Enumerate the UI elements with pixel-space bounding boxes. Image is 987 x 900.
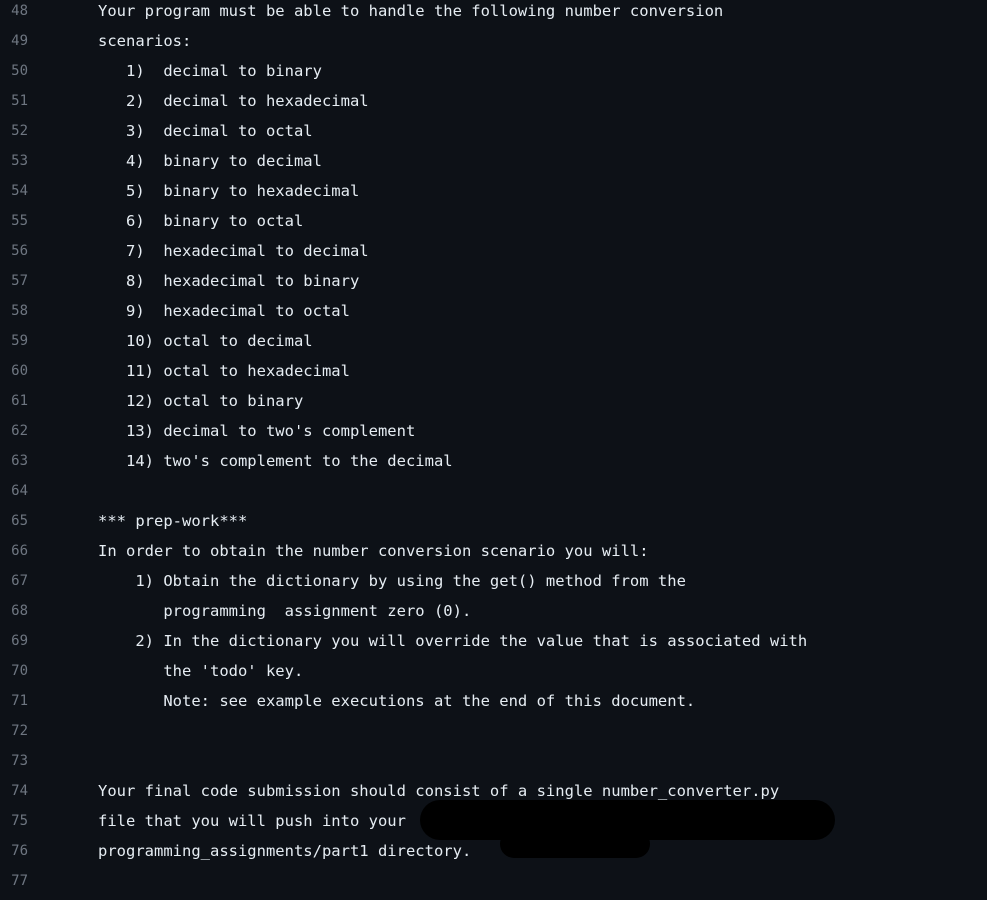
line-number[interactable]: 62: [11, 423, 28, 439]
code-line: [0, 450, 987, 480]
line-number[interactable]: 65: [11, 513, 28, 529]
line-number[interactable]: 50: [11, 63, 28, 79]
line-number[interactable]: 59: [11, 333, 28, 349]
code-line: [0, 30, 987, 60]
code-line: [0, 720, 987, 750]
line-number[interactable]: 67: [11, 573, 28, 589]
line-text: In order to obtain the number conversion scenario you will:: [98, 542, 649, 560]
code-line: [0, 360, 987, 390]
line-number[interactable]: 74: [11, 783, 28, 799]
line-text: the 'todo' key.: [98, 662, 304, 680]
code-line: [0, 270, 987, 300]
line-number[interactable]: 56: [11, 243, 28, 259]
code-line: [0, 150, 987, 180]
code-line: [0, 750, 987, 780]
line-number[interactable]: 63: [11, 453, 28, 469]
code-line: [0, 600, 987, 630]
line-text: 7) hexadecimal to decimal: [98, 242, 369, 260]
line-number[interactable]: 61: [11, 393, 28, 409]
line-number[interactable]: 75: [11, 813, 28, 829]
line-number[interactable]: 69: [11, 633, 28, 649]
line-number[interactable]: 54: [11, 183, 28, 199]
code-line: [0, 870, 987, 900]
code-line: [0, 510, 987, 540]
line-number[interactable]: 70: [11, 663, 28, 679]
line-text: 12) octal to binary: [98, 392, 304, 410]
line-number[interactable]: 57: [11, 273, 28, 289]
line-text: 8) hexadecimal to binary: [98, 272, 360, 290]
line-number[interactable]: 73: [11, 753, 28, 769]
line-text: file that you will push into your: [98, 812, 406, 830]
code-line: [0, 0, 987, 30]
code-line: [0, 180, 987, 210]
line-number[interactable]: 52: [11, 123, 28, 139]
line-text: 14) two's complement to the decimal: [98, 452, 453, 470]
line-text: 2) In the dictionary you will override the value that is associated with: [98, 632, 808, 650]
line-number[interactable]: 53: [11, 153, 28, 169]
line-text: 1) Obtain the dictionary by using the get() method from the: [98, 572, 686, 590]
line-number[interactable]: 58: [11, 303, 28, 319]
code-line: [0, 690, 987, 720]
line-text: 4) binary to decimal: [98, 152, 322, 170]
redaction-mark-tail: [500, 830, 650, 858]
line-text: 3) decimal to octal: [98, 122, 313, 140]
line-number[interactable]: 72: [11, 723, 28, 739]
code-line: [0, 90, 987, 120]
line-text: 9) hexadecimal to octal: [98, 302, 350, 320]
line-number[interactable]: 76: [11, 843, 28, 859]
line-number[interactable]: 49: [11, 33, 28, 49]
code-line: [0, 660, 987, 690]
code-line: [0, 300, 987, 330]
code-line: [0, 120, 987, 150]
line-text: Your final code submission should consist of a single number_converter.py: [98, 782, 780, 800]
line-text: scenarios:: [98, 32, 192, 50]
code-line: [0, 480, 987, 510]
line-number[interactable]: 64: [11, 483, 28, 499]
line-text: 5) binary to hexadecimal: [98, 182, 360, 200]
line-number[interactable]: 66: [11, 543, 28, 559]
line-number[interactable]: 51: [11, 93, 28, 109]
line-number[interactable]: 68: [11, 603, 28, 619]
line-text: 13) decimal to two's complement: [98, 422, 416, 440]
code-line: [0, 420, 987, 450]
line-number[interactable]: 48: [11, 3, 28, 19]
line-text: 2) decimal to hexadecimal: [98, 92, 369, 110]
line-text: *** prep-work***: [98, 512, 248, 530]
code-line: [0, 210, 987, 240]
line-text: Your program must be able to handle the following number conversion: [98, 2, 724, 20]
line-text: Note: see example executions at the end of this document.: [98, 692, 696, 710]
code-line: [0, 630, 987, 660]
line-number[interactable]: 55: [11, 213, 28, 229]
line-number[interactable]: 71: [11, 693, 28, 709]
line-text: programming assignment zero (0).: [98, 602, 472, 620]
code-line: [0, 540, 987, 570]
code-line: [0, 330, 987, 360]
code-line: [0, 390, 987, 420]
line-text: 6) binary to octal: [98, 212, 304, 230]
code-line: [0, 240, 987, 270]
code-line: [0, 60, 987, 90]
line-number[interactable]: 60: [11, 363, 28, 379]
line-text: 1) decimal to binary: [98, 62, 322, 80]
code-line: [0, 840, 987, 870]
line-text: 11) octal to hexadecimal: [98, 362, 350, 380]
line-text: programming_assignments/part1 directory.: [98, 842, 472, 860]
code-line: [0, 570, 987, 600]
line-number[interactable]: 77: [11, 873, 28, 889]
line-text: 10) octal to decimal: [98, 332, 313, 350]
